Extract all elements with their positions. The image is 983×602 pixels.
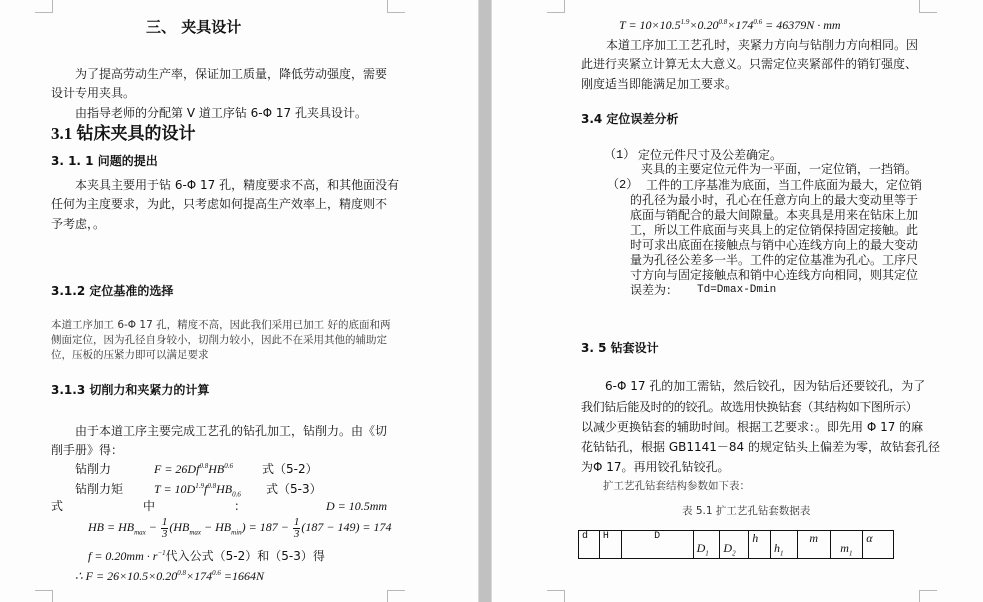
margin-corner-mark [35, 0, 53, 13]
paragraph-line: 侧面定位，因为孔径自身较小，切削力较小，因此不在采用其他的辅助定 [51, 334, 387, 346]
formula-feed: $f = 0.20mm \cdot r^{-1}$代入公式（5-2）和（5-3）得 [88, 549, 325, 563]
formula-torque-result: $T = 10\times 10.5^{1.9}\times 0.20^{0.8}\times 174^{0.6} = 46379N$ · mm [619, 18, 841, 32]
table-header-cell: $D_1$ [693, 531, 720, 559]
margin-corner-mark [547, 590, 565, 602]
formula-drilling-torque: $T = 10D^{1.9}f^{0.8}HB_{0.6}$ [154, 482, 241, 499]
formula-reference: 式（5-3） [266, 482, 322, 496]
chapter-title: 三、 夹具设计 [146, 18, 242, 36]
list-item-line: 的孔径为最小时，孔心在任意方向上的最大变动里等于 [630, 193, 919, 207]
margin-corner-mark [547, 0, 565, 13]
paragraph-line: 由指导老师的分配第 V 道工序钻 6-Φ 17 孔夹具设计。 [75, 106, 367, 120]
list-item-line: 误差为： [630, 283, 679, 297]
formula-reference: 式（5-2） [262, 462, 318, 476]
section-heading-3-4: 3.4 定位误差分析 [581, 112, 679, 126]
paragraph-line: 为了提高劳动生产率，保证加工质量，降低劳动强度，需要 [75, 67, 388, 81]
paragraph-line: 为Φ 17。再用铰孔钻铰孔。 [581, 460, 730, 474]
list-item-body: 夹具的主要定位元件为一平面，一定位销，一挡销。 [641, 162, 918, 176]
list-item-line: 时可求出底面在接触点与销中心连线方向上的最大变动 [630, 238, 919, 252]
paragraph-line: 本道工序加工 6-Φ 17 孔，精度不高，因此我们采用已加工 好的底面和两 [51, 319, 391, 331]
section-heading-3-1-1: 3. 1. 1 问题的提出 [51, 154, 158, 168]
table-header-cell: d [579, 531, 600, 559]
fraction: $\frac{1}{3}$ [293, 515, 300, 540]
paragraph-line: 6-Φ 17 孔的加工需钻，然后铰孔，因为钻后还要铰孔，为了 [605, 379, 926, 393]
where-text: 式 [51, 499, 64, 513]
formula-hardness: HB = $HB_{max}$ − $\frac{1}{3}$ $(HB_{max} - HB_{min}) = 187$ − $\frac{1}{3}$ (187 − 149) = 174 [88, 515, 392, 540]
list-number: （2） [607, 178, 639, 192]
table-header-cell: H [599, 531, 621, 559]
paragraph-line: 刚度适当即能满足加工要求。 [581, 77, 738, 91]
paragraph-line: 削手册》得： [51, 443, 124, 457]
section-heading-3-1: 3.1 钻床夹具的设计 [51, 124, 196, 143]
section-heading-3-1-2: 3.1.2 定位基准的选择 [51, 284, 174, 298]
table-header-cell: m [797, 531, 830, 559]
paragraph-line: 本夹具主要用于钻 6-Φ 17 孔，精度要求不高，和其他面没有 [75, 178, 400, 192]
where-text: 中 [143, 499, 156, 513]
list-number: （1） [604, 148, 636, 162]
paragraph-line: 以减少更换钻套的辅助时间。根据工艺要求：。即先用 Φ 17 的麻 [581, 420, 924, 434]
table-header-cell: $D_2$ [720, 531, 749, 559]
formula-label: 钻削力 [75, 462, 112, 476]
document-page-right [492, 0, 983, 602]
table-header-cell: α [863, 531, 894, 559]
margin-corner-mark [919, 0, 937, 13]
paragraph-line: 任何为主度要求，为此，只考虑如何提高生产效率上，精度则不 [51, 197, 388, 211]
margin-corner-mark [35, 590, 53, 602]
table-header-cell: $h_1$ [771, 531, 798, 559]
document-page-left [0, 0, 478, 602]
paragraph-line: 花钻钻孔，根据 GB1141－84 的规定钻头上偏差为零，故钻套孔径 [581, 440, 940, 454]
list-item-line: 工，所以工件底面与夹具上的定位销保持固定接触。此 [630, 223, 919, 237]
table-header-cell: h [749, 531, 771, 559]
paragraph-line: 位，压板的压紧力即可以满足要求 [51, 349, 209, 361]
formula-force-result: ∴ $F = 26\times 10.5\times 0.20^{0.8}\times 174^{0.6} =1664N$ [75, 569, 264, 583]
paragraph-line: 由于本道工序主要完成工艺孔的钻孔加工，钻削力。由《切 [75, 424, 388, 438]
paragraph-line: 此进行夹紧立计算无太大意义。只需定位夹紧部件的销钉强度、 [581, 57, 918, 71]
section-heading-3-5: 3. 5 钻套设计 [581, 341, 659, 355]
where-text: ： [234, 499, 247, 513]
paragraph-line: 我们钻后能及时的的铰孔。故选用快换钻套（其结构如下图所示） [581, 400, 918, 414]
list-item-line: 底面与销配合的最大间隙量。本夹具是用来在钻床上加 [630, 208, 919, 222]
margin-corner-mark [387, 0, 405, 13]
paragraph-line: 设计专用夹具。 [51, 86, 136, 100]
formula-label: 钻削力矩 [75, 482, 124, 496]
list-item-title: 定位元件尺寸及公差确定。 [638, 148, 783, 162]
margin-corner-mark [919, 590, 937, 602]
formula-position-error: Td=Dmax-Dmin [697, 284, 777, 296]
table-caption: 表 5.1 扩工艺孔钻套数据表 [682, 505, 811, 517]
paragraph-line: 予考虑，。 [51, 217, 106, 231]
drill-bushing-params-table [578, 530, 894, 559]
table-header-cell: $m_1$ [830, 531, 863, 559]
list-item-line: 量为孔径公差多一半。工件的定位基准为孔心。工序尺 [630, 253, 919, 267]
list-item-line: 寸方向与固定接触点和销中心连线方向相同，则其定位 [630, 268, 919, 282]
formula-drilling-force: $F = 26Df^{0.8}HB^{0.6}$ [154, 462, 233, 476]
formula-diameter: D = 10.5mm [326, 499, 388, 513]
fraction: $\frac{1}{3}$ [161, 515, 168, 540]
table-row [579, 531, 894, 559]
table-header-cell: D [621, 531, 693, 559]
margin-corner-mark [387, 590, 405, 602]
paragraph-line: 本道工序加工工艺孔时，夹紧力方向与钻削力方向相同。因 [606, 38, 919, 52]
page-gap [478, 0, 492, 602]
list-item-line: 工件的工序基准为底面，当工件底面为最大，定位销 [646, 178, 923, 192]
table-intro: 扩工艺孔钻套结构参数如下表： [603, 480, 750, 492]
section-heading-3-1-3: 3.1.3 切削力和夹紧力的计算 [51, 383, 210, 397]
